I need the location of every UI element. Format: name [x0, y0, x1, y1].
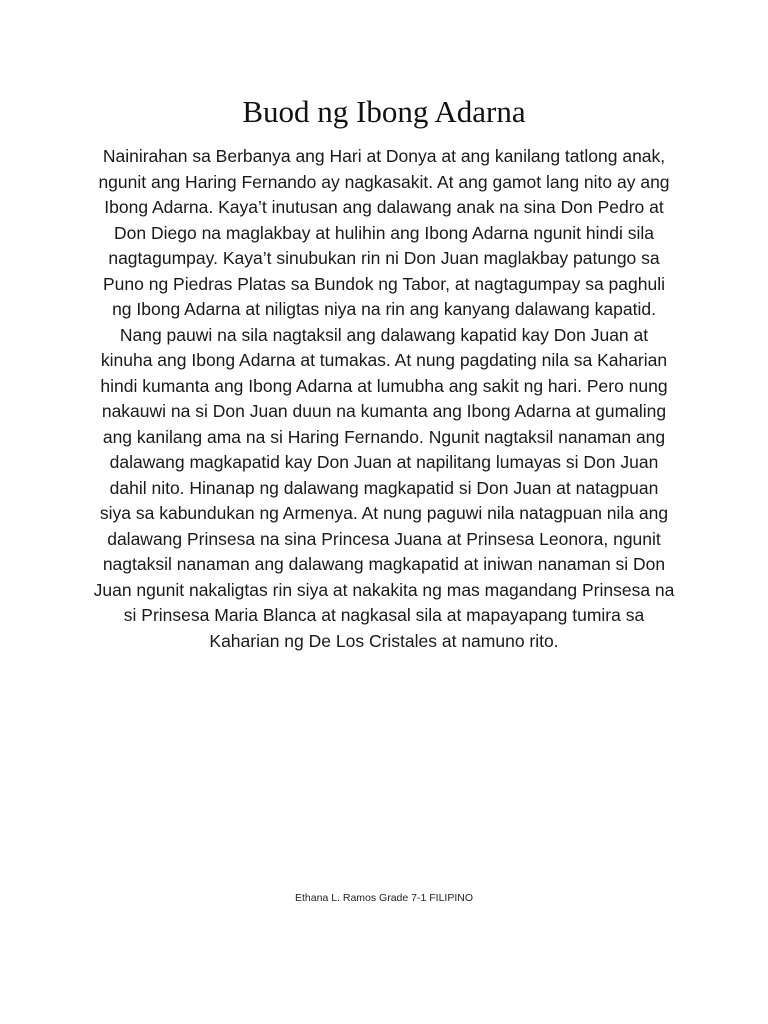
summary-paragraph: Nainirahan sa Berbanya ang Hari at Donya at ang kanilang tatlong anak, ngunit ang Haring Fernando ay nagkasakit. At ang gamot lang nito ay ang Ibong Adarna. Kaya’t inutusan ang dalawang anak na sina Don Pedro at Don Diego na maglakbay at hulihin ang Ibong Adarna ngunit hindi sila nagtagumpay. Kaya’t sinubukan rin ni Don Juan maglakbay patungo sa Puno ng Piedras Platas sa Bundok ng Tabor, at nagtagumpay sa paghuli ng Ibong Adarna at niligtas niya na rin ang kanyang dalawang kapatid. Nang pauwi na sila nagtaksil ang dalawang kapatid kay Don Juan at kinuha ang Ibong Adarna at tumakas. At nung pagdating nila sa Kaharian hindi kumanta ang Ibong Adarna at lumubha ang sakit ng hari. Pero nung nakauwi na si Don Juan duun na kumanta ang Ibong Adarna at gumaling ang kanilang ama na si Haring Fernando. Ngunit nagtaksil nanaman ang dalawang magkapatid kay Don Juan at napilitang lumayas si Don Juan dahil nito. Hinanap ng dalawang magkapatid si Don Juan at natagpuan siya sa kabundukan ng Armenya. At nung paguwi nila natagpuan nila ang dalawang Prinsesa na sina Princesa Juana at Prinsesa Leonora, ngunit nagtaksil nanaman ang dalawang magkapatid at iniwan nanaman si Don Juan ngunit nakaligtas rin siya at nakakita ng mas magandang Prinsesa na si Prinsesa Maria Blanca at nagkasal sila at mapayapang tumira sa Kaharian ng De Los Cristales at namuno rito.	[93, 146, 675, 651]
author-footer: Ethana L. Ramos Grade 7-1 FILIPINO	[295, 892, 473, 904]
document-title: Buod ng Ibong Adarna	[242, 94, 526, 129]
